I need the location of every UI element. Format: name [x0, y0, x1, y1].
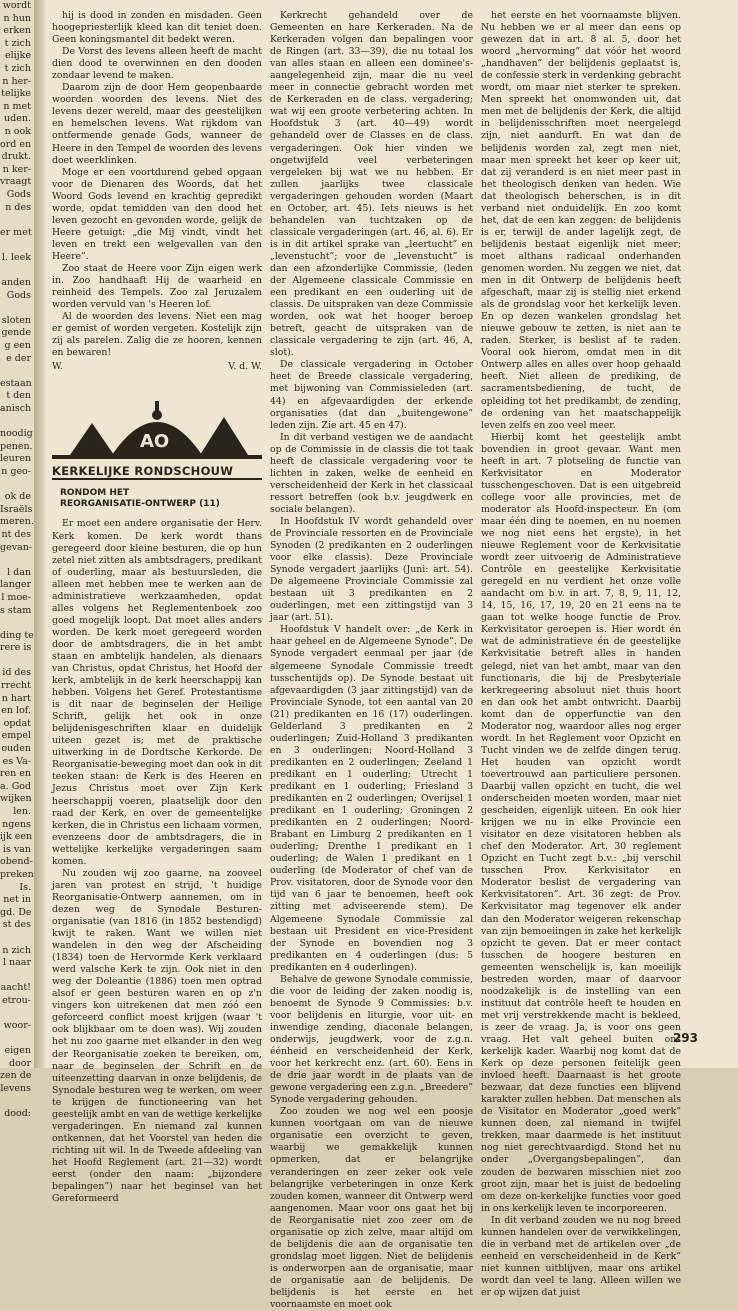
- paragraph: het eerste en het voornaamste blijven. Nu hebben we er al meer dan eens op gewezen dat in art. 8 al. 5, door het woord „hervorming” dat vóór het woord „handhaven” der belijdenis geplaatst is, de confessie sterk in verdenking gebracht wordt, om maar niet sterker te spreken. Men spreekt het onomwonden uit, dat men met de belijdenis der Kerk, die altijd in belijdenisschriften moet neergelegd zijn, niet aandurft. En wat dan de belijdenis worden zal, zegt men niet, maar men spreekt het keer op keer uit, dat zij veranderd is en niet meer past in het theologisch denken van heden. Wie dat theologisch beherschen, is in dit verband niet onduidelijk. En zoo komt het, dat de een kan zeggen: de belijdenis is er, terwijl de ander lagelijk zegt, de belijdenis bestaat eigenlijk niet meer; moet althans radicaal onderhanden genomen worden. Nu zeggen we niet, dat men in dit Ontwerp de belijdenis heeft afgeschaft, maar zij is stellig niet erkend als de grondslag voor het kerkelijk leven. En op dezen wankelen grondslag het nieuwe gebouw te zetten, is niet aan te raden. Sterker, is beslist af te raden. Vooral ook hierom, omdat men in dit Ontwerp alles en alles over hoop gehaald heeft. Niet alleen de prediking, de sacramentsbediening, de tucht, de opleiding tot het predikambt, de zending, de ordening van het maatschappelijk leven zelfs en zoo veel meer.: [481, 10, 681, 431]
- margin-fragment: ok de: [4, 491, 31, 503]
- paragraph: Er moet een andere organisatie der Herv. Kerk komen. De kerk wordt thans geregeerd door kleine besturen, die op hun zetel niet zitten als ambtsdragers, predikant of ouderling, maar als bestuursleden, die alleen met hebben mee te werken aan de administratieve werkzaamheden, opdat alles volgens het Reglementenboek zoo goed mogelijk loopt. Dat moet alles anders worden. De kerk moet geregeerd worden door de ambtsdragers, die in het ambt staan en ambtelijk handelen, als dienaars van Christus, opdat Christus, het Hoofd der kerk, ambtelijk in de kerk heerschappij kan hebben. Volgens het Geref. Protestantisme is dit naar de beginselen der Heilige Schrift, gelijk het ook in onze belijdenisgeschriften klaar en duidelijk uiteen gezet is; met de praktische uitwerking in de Dordtsche Kerkorde. De Reorganisatie-beweging moet dan ook in dit teeken staan: de Kerk is des Heeren en Jezus Christus moet over Zijn Kerk heerschappij voeren, plaatselijk door den raad der Kerk, en over de gemeentelijke kerken, die in Christus een lichaam vormen, evenzeens door de ambtsdragers, die in wettelijke kerkelijke vergaderingen saam komen.: [52, 518, 262, 867]
- margin-fragment: [0, 239, 34, 252]
- paragraph: Zoo zouden we nog wel een poosje kunnen voortgaan om van de nieuwe organisatie een overzicht te geven, waarbij we gemakkelijk kunnen opmerken, dat er belangrijke veranderingen en zeer zeker ook vele belangrijke verbeteringen in onze Kerk zouden komen, wanneer dit Ontwerp werd aangenomen. Maar voor ons gaat het bij de Reorganisatie niet zoo zeer om de organisatie op zich zelve, maar altijd om de belijdenis die aan de organisatie ten grondslag moet liggen. Niet de belijdenis is onderworpen aan de organisatie, maar de organisatie aan de belijdenis. De belijdenis is het eerste en het voornaamste en moet ook: [270, 1106, 473, 1311]
- margin-fragment: [0, 970, 34, 983]
- paragraph: Zoo staat de Heere voor Zijn eigen werk in. Zoo handhaaft Hij de waarheid en reinheid des Tempels. Zoo zal Jeruzalem worden vervuld van 's Heeren lof.: [52, 262, 262, 311]
- margin-fragment: t den: [6, 390, 31, 402]
- paragraph: In dit verband zouden we nu nog breed kunnen handelen over de verwikkelingen, die in verband met de artikelen over „de eenheid en verscheidenheid in de Kerk” niet kunnen uitblijven, maar ons artikel wordt dan veel te lang. Alleen willen we er op wijzen dat juist: [481, 1214, 681, 1298]
- article-headline-line-1: RONDOM HET: [60, 488, 130, 499]
- margin-fragment: ngens: [2, 818, 31, 830]
- margin-fragment: is van: [2, 843, 31, 855]
- paragraph: De classicale vergadering in October heet de Breede classicale vergadering, met bijwoning van Commissieleden (art. 44) en afgevaardigden der erkende organisaties (dat dan „buitengewone” leden zijn. Zie art. 45 en 47).: [270, 359, 473, 431]
- margin-fragment: [0, 214, 34, 227]
- article-headline-line-2: REORGANISATIE-ONTWERP (11): [60, 499, 220, 510]
- signature-author: V. d. W.: [228, 361, 262, 373]
- paragraph: hij is dood in zonden en misdaden. Geen hoogepriesterlijk kleed kan dit teniet doen. Geen koningsmantel dit bedekt weren.: [52, 10, 262, 46]
- margin-fragment: l dan: [7, 566, 31, 578]
- margin-fragment: opdat: [3, 717, 31, 729]
- margin-fragment: telijke: [1, 88, 31, 100]
- paragraph: Hoofdstuk V handelt over: „de Kerk in haar geheel en de Algemeene Synode”. De Synode vergadert eenmaal per jaar (de algemeene Synodale Commissie treedt tusschentijds op). De Synode bestaat uit afgevaardigden (3 jaar zittingstijd) van de Provinciale Synode, tot een aantal van 20 (21) predikanten en 16 (17) ouderlingen. Gelderland 3 predikanten en 2 ouderlingen; Zuid-Holland 3 predikanten en 3 ouderlingen; Noord-Holland 3 predikanten en 2 ouderlingen; Zeeland 1 predikant en 1 ouderling; Utrecht 1 predikant en 1 ouderling; Friesland 3 predikanten en 2 ouderlingen; Overijsel 1 predikant en 1 ouderling; Groningen 2 predikanten en 2 ouderlingen; Noord-Brabant en Limburg 2 predikanten en 1 ouderling; Drenthe 1 predikant en 1 ouderling; de Walen 1 predikant en 1 ouderling (de Moderator of chef van de Prov. visitatoren, door de Synode voor den tijd van 6 jaar te benoemen, heeft ook zitting met adviseerende stem). De Algemeene Synodale Commissie zal bestaan uit President en vice-President der Synode en bovendien nog 3 predikanten en 4 ouderlingen (dus: 5 predikanten en 4 ouderlingen).: [270, 624, 473, 973]
- margin-fragment: en lof.: [1, 705, 31, 717]
- margin-fragment: n des: [5, 201, 31, 213]
- margin-fragment: uden.: [4, 113, 31, 125]
- margin-fragment: [0, 617, 34, 630]
- margin-fragment: vraagt: [0, 176, 32, 188]
- margin-fragment: l. leek: [1, 251, 31, 263]
- margin-fragment: anisch: [0, 403, 32, 414]
- signature-initial: W.: [52, 361, 63, 373]
- margin-fragment: l naar: [2, 957, 31, 969]
- margin-fragment: ord en: [0, 138, 32, 150]
- margin-fragment: etrou-: [1, 994, 31, 1006]
- margin-fragment: langer: [0, 579, 32, 591]
- margin-fragment: [0, 554, 34, 567]
- paragraph: In dit verband vestigen we de aandacht op de Commissie in de classis die tot taak heeft de classicale vergadering voor te lichten in zaken, welke de eenheid en verscheidenheid der Kerk in het classicaal ressort betreffen (ook b.v. jeugdwerk en sociale belangen).: [270, 431, 473, 515]
- paragraph: Behalve de gewone Synodale commissie, die voor de leiding der zaken noodig is, benoemt de Synode 9 Commissies: b.v. voor belijdenis en liturgie, voor uit- en inwendige zending, diaconale belangen, onderwijs, jeugdwerk, voor de z.g.n. éénheid en verscheidenheid der Kerk, voor het kerkrecht enz. (art. 60). Eens in de drie jaar wordt in de plaats van de gewone vergadering een z.g.n. „Breedere” Synode vergadering gehouden.: [270, 973, 473, 1106]
- margin-fragment: [0, 655, 34, 668]
- margin-fragment: es Va-: [2, 755, 31, 767]
- paragraph: Daarom zijn de door Hem geopenbaarde woorden woorden des levens. Niet des levens dezer wereld, maar des geestelijken en hemelschen levens. Wat rijkdom van ontfermende genade Gods, wanneer de Heere in den Tempel de woorden des levens doet weerklinken.: [52, 82, 262, 166]
- margin-fragment: [0, 416, 34, 429]
- margin-fragment: woor-: [3, 1020, 31, 1032]
- church-emblem: [52, 395, 262, 461]
- margin-fragment: penen.: [0, 440, 33, 452]
- margin-fragment: preken: [0, 868, 34, 880]
- paragraph: Kerkrecht gehandeld over de Gemeenten en hare Kerkeraden. Na de Kerkeraden volgen dan bepalingen voor de Ringen (art. 33—39), die nu totaal los van alles staan en alleen een dominee's-aangelegenheid zijn, maar die nu veel meer in connectie gebracht worden met de Kerkeraden en de class. vergadering; wat wij een groote verbetering achten. In Hoofdstuk 3 (art. 40—49) wordt gehandeld over de Classes en de class. vergaderingen. Ook hier vinden we ongetwijfeld veel verbeteringen vergeleken bij wat we nu hebben. Er zullen jaarlijks twee classicale vergaderingen gehouden worden (Maart en October, art. 45). Iets nieuws is het behandelen van tuchtzaken op de classicale vergaderingen (art. 46, al. 6). Er is in dit artikel sprake van „leertucht” en „levenstucht”; voor de „levenstucht” is dan een afzonderlijke Commissie, (leden der Algemeene classicale Commissie en een predikant en een ouderling uit de classis. De uitspraken van deze Commissie worden, ook wat het hooger beroep betreft, geacht de uitspraken van de classicale vergadering te zijn (art. 46, A, slot).: [270, 10, 473, 359]
- margin-fragment: Gods: [6, 289, 31, 301]
- margin-fragment: drukt.: [1, 151, 31, 163]
- paragraph: Moge er een voortdurend gebed opgaan voor de Dienaren des Woords, dat het Woord Gods levend en krachtig gepredikt worde, opdat temidden van den dood het leven gezocht en gevonden worde, gelijk de Heere getuigt: „die Mij vindt, vindt het leven en trekt een welgevallen van den Heere”.: [52, 166, 262, 262]
- margin-fragment: obend-: [0, 856, 33, 868]
- margin-fragment: levens: [0, 1083, 31, 1095]
- signature-line: [52, 361, 262, 373]
- margin-fragment: Gods: [6, 188, 31, 200]
- margin-fragment: n ker-: [2, 163, 31, 175]
- margin-fragment: [0, 1096, 34, 1109]
- margin-fragment: ijk een: [0, 831, 33, 843]
- margin-fragment: nt des: [1, 528, 31, 540]
- margin-fragment: empel: [1, 730, 31, 742]
- margin-fragment: id des: [2, 667, 31, 679]
- margin-fragment: n ook: [4, 125, 31, 137]
- margin-fragment: dood:: [4, 1108, 31, 1120]
- margin-fragment: aacht!: [0, 982, 31, 994]
- margin-fragment: e der: [6, 352, 31, 364]
- paragraph: In Hoofdstuk IV wordt gehandeld over de Provinciale ressorten en de Provinciale Synoden (2 predikanten en 2 ouderlingen voor elke classis). Deze Provinciale Synode vergadert jaarlijks (Juni: art. 54). De algemeene Provinciale Commissie zal bestaan uit 3 predikanten en 2 ouderlingen, met een zittingstijd van 3 jaar (art. 51).: [270, 515, 473, 624]
- margin-fragment: [0, 1008, 34, 1021]
- margin-fragment: n her-: [2, 75, 31, 87]
- margin-fragment: g een: [4, 340, 31, 352]
- margin-fragment: estaan: [0, 377, 32, 389]
- margin-fragment: anden: [1, 277, 31, 289]
- paragraph: Al de woorden des levens. Niet een mag er gemist of worden vergeten. Kostelijk zijn zij als parelen. Zalig die ze hooren, kennen en bewaren!: [52, 311, 262, 359]
- margin-fragment: rere is: [0, 642, 32, 654]
- margin-fragment: door: [8, 1057, 31, 1069]
- paragraph: De Vorst des levens alleen heeft de macht dien dood te overwinnen en den dooden zondaar levend te maken.: [52, 46, 262, 82]
- margin-fragment: noodig: [0, 428, 33, 440]
- margin-fragment: rrecht: [1, 680, 31, 692]
- margin-fragment: leuren: [0, 453, 32, 465]
- margin-fragment: Israëls: [0, 503, 33, 515]
- margin-fragment: Is.: [19, 881, 31, 893]
- margin-fragment: [0, 932, 34, 945]
- margin-fragment: s stam: [0, 604, 32, 616]
- margin-fragment: ouden: [1, 743, 31, 755]
- margin-fragment: ding te: [0, 629, 34, 641]
- margin-fragment: meren.: [0, 516, 34, 528]
- margin-fragment: wordt: [2, 0, 31, 11]
- margin-fragment: a. God: [0, 780, 32, 792]
- section-rubric: KERKELIJKE RONDSCHOUW: [52, 465, 262, 480]
- margin-fragment: l moe-: [1, 591, 31, 603]
- margin-fragment: st des: [2, 919, 31, 931]
- margin-fragment: n hun: [3, 12, 31, 24]
- margin-fragment: wijken: [0, 793, 32, 805]
- previous-page-margin: [0, 0, 35, 1120]
- margin-fragment: gevan-: [0, 541, 33, 553]
- margin-fragment: [0, 264, 34, 277]
- margin-fragment: ren en: [0, 768, 32, 780]
- margin-fragment: len.: [13, 806, 31, 817]
- emblem-icon: [52, 395, 262, 461]
- margin-fragment: n geo-: [1, 465, 31, 477]
- column-3: [481, 10, 681, 1299]
- margin-fragment: eigen: [4, 1045, 31, 1057]
- margin-fragment: t zich: [4, 37, 31, 49]
- margin-fragment: n met: [3, 100, 31, 112]
- column-2: [270, 10, 473, 1311]
- margin-fragment: [0, 479, 34, 492]
- margin-fragment: [0, 302, 34, 315]
- margin-fragment: net in: [3, 894, 31, 906]
- margin-fragment: elijke: [4, 50, 31, 62]
- paragraph: Nu zouden wij zoo gaarne, na zooveel jaren van protest en strijd, 't huidige Reorganisatie-Ontwerp aannemen, om in dezen weg de Synodale Besturen-organisatie (van 1816 (in 1852 bestendigd) kwijt te raken. Want we willen niet wandelen in den weg der Afscheiding (1834) toen de Hervormde Kerk verklaard werd valsche Kerk te zijn. Ook niet in den weg der Doleantie (1886) toen men optrad alsof er geen besturen waren en op z'n vingers kon uitrekenen dat men zóó een geforceerd conflict moest krijgen (waar 't ook blijkbaar om te doen was). Wij zouden het nu zoo gaarne met elkander in den weg der Reorganisatie zoeken te bereiken, om, naar de beginselen der Schrift en de uiteenzetting daarvan in onze belijdenis, de Synodale besturen weg te werken, om weer te krijgen de functioneering van het geestelijk ambt en van de wettige kerkelijke vergaderingen. En niemand zal kunnen ontkennen, dat het Voorstel van heden die richting uit wil. In de Tweede afdeeling van het Hoofd Reglement (art. 21—32) wordt eerst (onder den naam: „bijzondere bepalingen”) naar het beginsel van het Gereformeerd: [52, 867, 262, 1205]
- column-1: [52, 10, 262, 1205]
- emblem-letters: AO: [140, 431, 170, 453]
- margin-fragment: gd. De: [0, 906, 32, 918]
- margin-fragment: n zich: [2, 944, 31, 956]
- margin-fragment: sloten: [1, 314, 31, 326]
- margin-fragment: [0, 1033, 34, 1046]
- margin-fragment: t zich: [4, 62, 31, 74]
- margin-fragment: zen de: [0, 1070, 32, 1082]
- paragraph: Hierbij komt het geestelijk ambt bovendien in groot gevaar. Want men heeft in art. 7 plotseling de functie van Kerkvisitator en Moderator tusschengeschoven. Dat is een uitgebreid college voor alle provincies, met de moderator als Hoofd-inspecteur. En (om maar één ding te noemen, en nu noemen we nog niet eens het ergste), in het nieuwe Reglement voor de Kerkvisitatie wordt zeer uitvoerig de Administratieve Contrôle en geestelijke Kerkvisitatie geregeld en nu verdient het onze volle aandacht om b.v. in art. 7, 8, 9, 11, 12, 14, 15, 16, 17, 19, 20 en 21 eens na te gaan tot welke hooge functie de Prov. Kerkvisitator geroepen is. Hier wordt én wat de administratieve én de geestelijke Kerkvisitatie betreft alles in handen gelegd, niet van het ambt, maar van den functionaris, die bij de Presbyteriale kerkregeering absoluut niet thuis hoort en dan ook het ambt ontwricht. Daarbij komt dan de opperfunctie van den Moderator nog, waardoor alles nog erger wordt. In het Reglement voor Opzicht en Tucht vinden we de zelfde dingen terug. Het houden van opzicht wordt toevertrouwd aan particuliere personen. Daarbij vallen opzicht en tucht, die wel onderscheiden moeten worden, maar niet gescheiden, eigenlijk uiteen. En ook hier krijgen we nu in elke Provincie een visitator en deze visitatoren hebben als chef den Moderator. Art. 30 reglement Opzicht en Tucht zegt b.v.: „bij verschil tusschen Prov. Kerkvisitator en Moderator beslist de vergadering van Kerkvisitatoren”. Art. 36 zegt: de Prov. Kerkvisitator mag tegenover elk ander dan den Moderator weigeren rekenschap van zijn bemoeiingen in zake het kerkelijk opzicht te geven. Dat er meer contact tusschen de hoogere besturen en gemeenten wenschelijk is, kan moeilijk bestreden worden, maar of daarvoor noodzakelijk is de instelling van een instituut dat contrôle heeft te houden en met vrij verstrekkende macht is bekleed, is zeer de vraag. Ja, is voor ons geen vraag. Het valt geheel buiten ons kerkelijk kader. Waarbij nog komt dat de Kerk op deze personen feitelijk geen invloed heeft. Daarnaast is het groote bezwaar, dat deze functies een blijvend karakter zullen hebben. Dat menschen als de Visitator en Moderator „goed werk” kunnen doen, zal niemand in twijfel trekken, maar daarmede is het instituut nog niet gerechtvaardigd. Stond het nu onder „Overgangsbepalingen”, dan zouden de bezwaren misschien niet zoo groot zijn, maar het is juist de bedoeling om deze on-kerkelijke functies voor goed in ons kerkelijk leven te incorporeeren.: [481, 431, 681, 1214]
- page-gutter: [34, 0, 46, 1068]
- page-number: 293: [672, 1031, 698, 1045]
- margin-fragment: gende: [1, 327, 31, 339]
- margin-fragment: erken: [3, 25, 31, 37]
- margin-fragment: [0, 365, 34, 378]
- margin-fragment: n hart: [1, 692, 31, 704]
- margin-fragment: er met: [0, 226, 32, 238]
